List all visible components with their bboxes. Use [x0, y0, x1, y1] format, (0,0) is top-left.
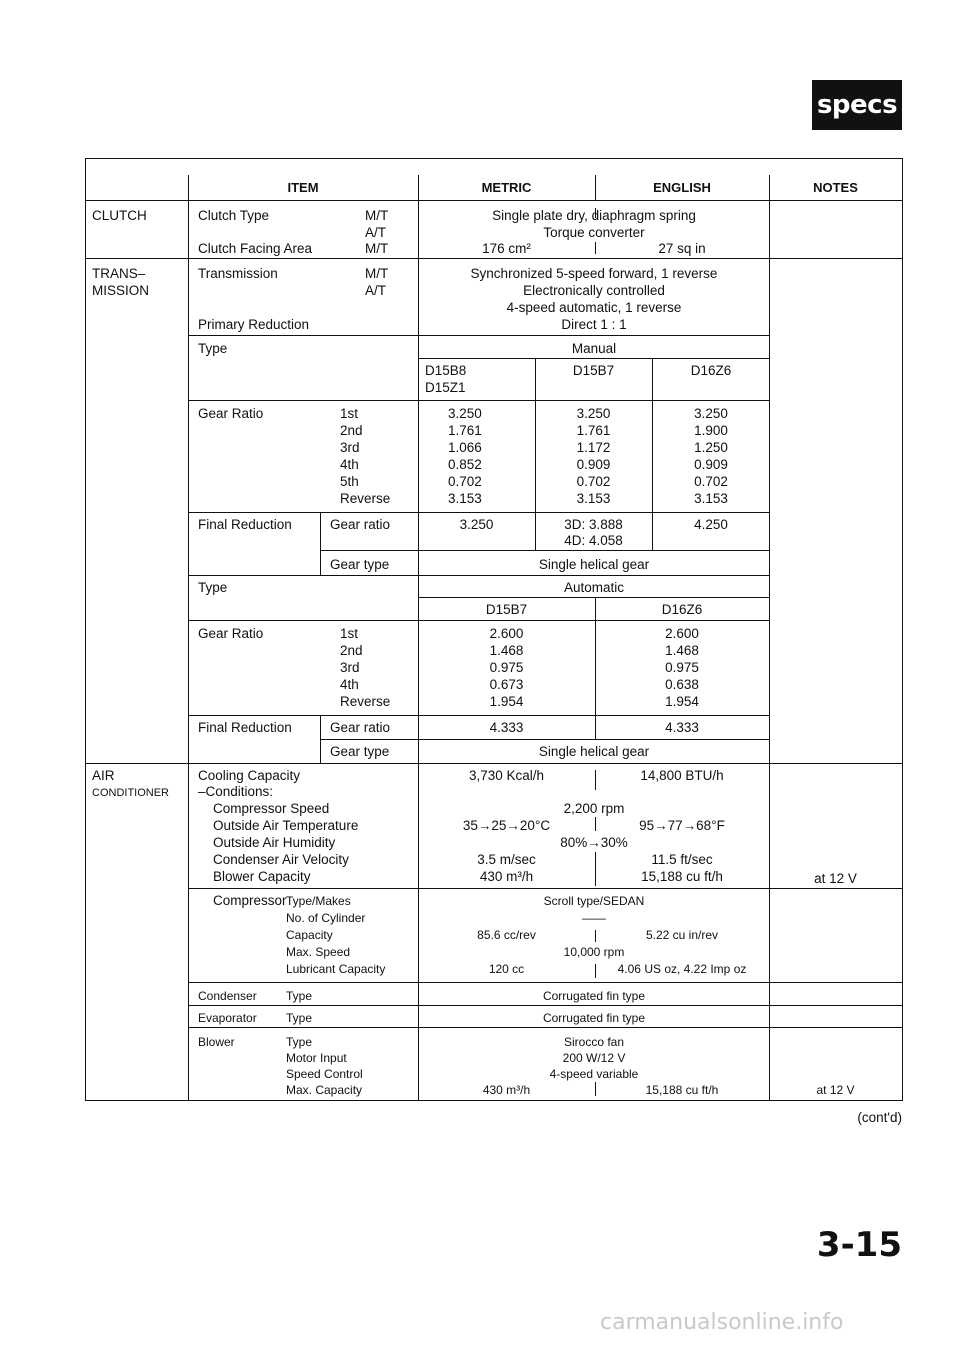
auto-col1-value: 0.673: [489, 677, 524, 692]
manual-col3-value: 1.250: [694, 440, 728, 455]
primary-reduction-value: Direct 1 : 1: [561, 317, 627, 332]
evaporator-label: Evaporator: [198, 1011, 257, 1025]
cooling-condition-label: Outside Air Humidity: [213, 835, 336, 850]
manual-col3-value: 0.909: [694, 457, 728, 472]
manual-gear-type-value: Single helical gear: [538, 557, 650, 572]
compressor-spec-label: Max. Speed: [286, 945, 351, 959]
manual-col3-value: 3.153: [694, 491, 728, 506]
auto-gear-label: 2nd: [340, 643, 363, 658]
manual-gear-label: 1st: [340, 406, 359, 421]
manual-col2-model: D15B7: [572, 363, 615, 378]
auto-gear-label: 3rd: [340, 660, 360, 675]
page-number: 3-15: [816, 1225, 902, 1265]
cooling-condition-english: 95→77→68°F: [639, 818, 725, 833]
manual-col1-value: 0.702: [448, 474, 482, 489]
evaporator-type-label: Type: [286, 1011, 313, 1025]
blower-max-english: 15,188 cu ft/h: [645, 1083, 719, 1097]
compressor-spec-english: 5.22 cu in/rev: [645, 928, 719, 942]
auto-final-col1: 4.333: [489, 720, 524, 735]
watermark: carmanualsonline.info: [600, 1310, 844, 1335]
compressor-spec-english: 4.06 US oz, 4.22 Imp oz: [617, 962, 747, 976]
conditions-label: –Conditions:: [198, 784, 274, 799]
manual-col1-model-2: D15Z1: [425, 380, 466, 395]
transmission-mt-value: Synchronized 5-speed forward, 1 reverse: [470, 266, 718, 281]
condenser-type-value: Corrugated fin type: [542, 989, 646, 1003]
manual-gear-label: 5th: [340, 474, 359, 489]
ac-label-2: CONDITIONER: [92, 787, 169, 799]
clutch-facing-label: Clutch Facing Area: [198, 241, 313, 256]
manual-gear-label: 4th: [340, 457, 359, 472]
auto-gear-ratio-sublabel: Gear ratio: [330, 720, 391, 735]
compressor-spec-label: Capacity: [286, 928, 333, 942]
manual-col2-value: 1.761: [576, 423, 611, 438]
primary-reduction-label: Primary Reduction: [198, 317, 310, 332]
compressor-spec-label: No. of Cylinder: [286, 911, 366, 925]
header-notes: NOTES: [813, 180, 858, 195]
clutch-mt: M/T: [365, 208, 389, 223]
transmission-at-value-2: 4-speed automatic, 1 reverse: [506, 300, 682, 315]
blower-label: Blower: [198, 1035, 235, 1049]
cooling-condition-label: Outside Air Temperature: [213, 818, 359, 833]
header-english: ENGLISH: [653, 180, 711, 195]
auto-gear-label: Reverse: [340, 694, 391, 709]
manual-col1-value: 3.153: [448, 491, 482, 506]
auto-type-value: Automatic: [563, 580, 625, 595]
auto-col1-value: 1.468: [489, 643, 524, 658]
transmission-at-value-1: Electronically controlled: [523, 283, 665, 298]
clutch-at-value: Torque converter: [543, 225, 645, 240]
manual-col3-value: 0.702: [694, 474, 728, 489]
auto-col1-model: D15B7: [485, 602, 528, 617]
manual-gear-ratio-label: Gear Ratio: [198, 406, 264, 421]
auto-col2-value: 0.638: [665, 677, 699, 692]
manual-type-value: Manual: [571, 341, 617, 356]
auto-type-label: Type: [198, 580, 228, 595]
specs-logo: specs: [812, 80, 902, 130]
manual-col1-value: 3.250: [448, 406, 482, 421]
blower-spec-label: Type: [286, 1035, 313, 1049]
auto-final-label: Final Reduction: [198, 720, 292, 735]
cooling-condition-label: Condenser Air Velocity: [213, 852, 349, 867]
manual-col2-value: 0.909: [576, 457, 611, 472]
header-metric: METRIC: [481, 180, 532, 195]
cooling-capacity-english: 14,800 BTU/h: [640, 768, 724, 783]
auto-col1-value: 2.600: [489, 626, 524, 641]
manual-col1-model-1: D15B8: [425, 363, 467, 378]
auto-col2-value: 1.954: [665, 694, 699, 709]
transmission-at: A/T: [365, 283, 387, 298]
auto-final-col2: 4.333: [665, 720, 699, 735]
ac-label-1: AIR: [92, 768, 115, 783]
auto-col2-value: 0.975: [665, 660, 699, 675]
cooling-condition-value: 2,200 rpm: [563, 801, 625, 816]
cooling-condition-metric: 430 m³/h: [479, 869, 534, 884]
compressor-spec-value: ——: [582, 911, 606, 925]
condenser-type-label: Type: [286, 989, 313, 1003]
blower-spec-value: 200 W/12 V: [562, 1051, 626, 1065]
manual-gear-label: 2nd: [340, 423, 363, 438]
auto-col1-value: 1.954: [489, 694, 524, 709]
compressor-spec-value: Scroll type/SEDAN: [543, 894, 645, 908]
clutch-label: CLUTCH: [92, 208, 147, 223]
blower-note: at 12 V: [816, 1083, 855, 1097]
manual-gear-ratio-sublabel: Gear ratio: [330, 517, 391, 532]
cooling-condition-metric: 35→25→20°C: [462, 818, 551, 833]
clutch-type-label: Clutch Type: [198, 208, 270, 223]
compressor-spec-metric: 85.6 cc/rev: [477, 928, 536, 942]
cooling-note: at 12 V: [814, 871, 857, 886]
auto-gear-ratio-label: Gear Ratio: [198, 626, 264, 641]
cooling-capacity-label: Cooling Capacity: [198, 768, 301, 783]
manual-col2-value: 3.250: [576, 406, 611, 421]
auto-col2-model: D16Z6: [661, 602, 703, 617]
auto-col2-value: 2.600: [665, 626, 699, 641]
manual-col2-value: 1.172: [576, 440, 611, 455]
compressor-label: Compressor: [213, 893, 287, 908]
manual-col1-value: 1.066: [448, 440, 482, 455]
auto-col1-value: 0.975: [489, 660, 524, 675]
blower-spec-label: Speed Control: [286, 1067, 363, 1081]
cooling-capacity-metric: 3,730 Kcal/h: [468, 768, 545, 783]
blower-spec-value: Sirocco fan: [563, 1035, 625, 1049]
manual-type-label: Type: [198, 341, 228, 356]
manual-gear-label: Reverse: [340, 491, 391, 506]
manual-col3-model: D16Z6: [690, 363, 732, 378]
compressor-spec-metric: 120 cc: [488, 962, 525, 976]
manual-final-col3: 4.250: [694, 517, 728, 532]
manual-gear-type-label: Gear type: [330, 557, 390, 572]
manual-col2-value: 3.153: [576, 491, 611, 506]
cooling-condition-metric: 3.5 m/sec: [477, 852, 536, 867]
manual-col1-value: 1.761: [448, 423, 482, 438]
evaporator-type-value: Corrugated fin type: [542, 1011, 646, 1025]
manual-col1-value: 0.852: [448, 457, 482, 472]
auto-gear-type-value: Single helical gear: [538, 744, 650, 759]
clutch-at: A/T: [365, 225, 387, 240]
manual-final-col2-2: 4D: 4.058: [564, 533, 623, 548]
cooling-condition-english: 11.5 ft/sec: [651, 852, 713, 867]
cooling-condition-label: Compressor Speed: [213, 801, 330, 816]
blower-spec-label: Motor Input: [286, 1051, 347, 1065]
condenser-label: Condenser: [198, 989, 257, 1003]
cooling-condition-value: 80%→30%: [560, 835, 628, 850]
manual-final-col1: 3.250: [459, 517, 494, 532]
auto-col2-value: 1.468: [665, 643, 699, 658]
transmission-label-1: TRANS–: [92, 266, 146, 281]
blower-spec-label: Max. Capacity: [286, 1083, 363, 1097]
auto-gear-label: 4th: [340, 677, 359, 692]
auto-gear-type-label: Gear type: [330, 744, 390, 759]
cooling-condition-english: 15,188 cu ft/h: [641, 869, 723, 884]
clutch-facing-mt: M/T: [365, 241, 389, 256]
transmission-label-2: MISSION: [92, 283, 150, 298]
blower-spec-value: 4-speed variable: [549, 1067, 639, 1081]
manual-col2-value: 0.702: [576, 474, 611, 489]
continued-label: (cont'd): [857, 1110, 902, 1125]
clutch-facing-metric: 176 cm²: [482, 241, 531, 256]
compressor-spec-label: Type/Makes: [286, 894, 351, 908]
transmission-mt: M/T: [365, 266, 389, 281]
manual-gear-label: 3rd: [340, 440, 360, 455]
manual-final-col2-1: 3D: 3.888: [564, 517, 623, 532]
manual-col3-value: 1.900: [694, 423, 728, 438]
clutch-mt-value: Single plate dry, diaphragm spring: [492, 208, 696, 223]
transmission-type-label: Transmission: [198, 266, 278, 281]
compressor-spec-label: Lubricant Capacity: [286, 962, 386, 976]
auto-gear-label: 1st: [340, 626, 359, 641]
manual-col3-value: 3.250: [694, 406, 728, 421]
manual-final-label: Final Reduction: [198, 517, 292, 532]
blower-max-metric: 430 m³/h: [482, 1083, 531, 1097]
compressor-spec-value: 10,000 rpm: [563, 945, 625, 959]
cooling-condition-label: Blower Capacity: [213, 869, 311, 884]
header-item: ITEM: [287, 180, 319, 195]
clutch-facing-english: 27 sq in: [658, 241, 706, 256]
